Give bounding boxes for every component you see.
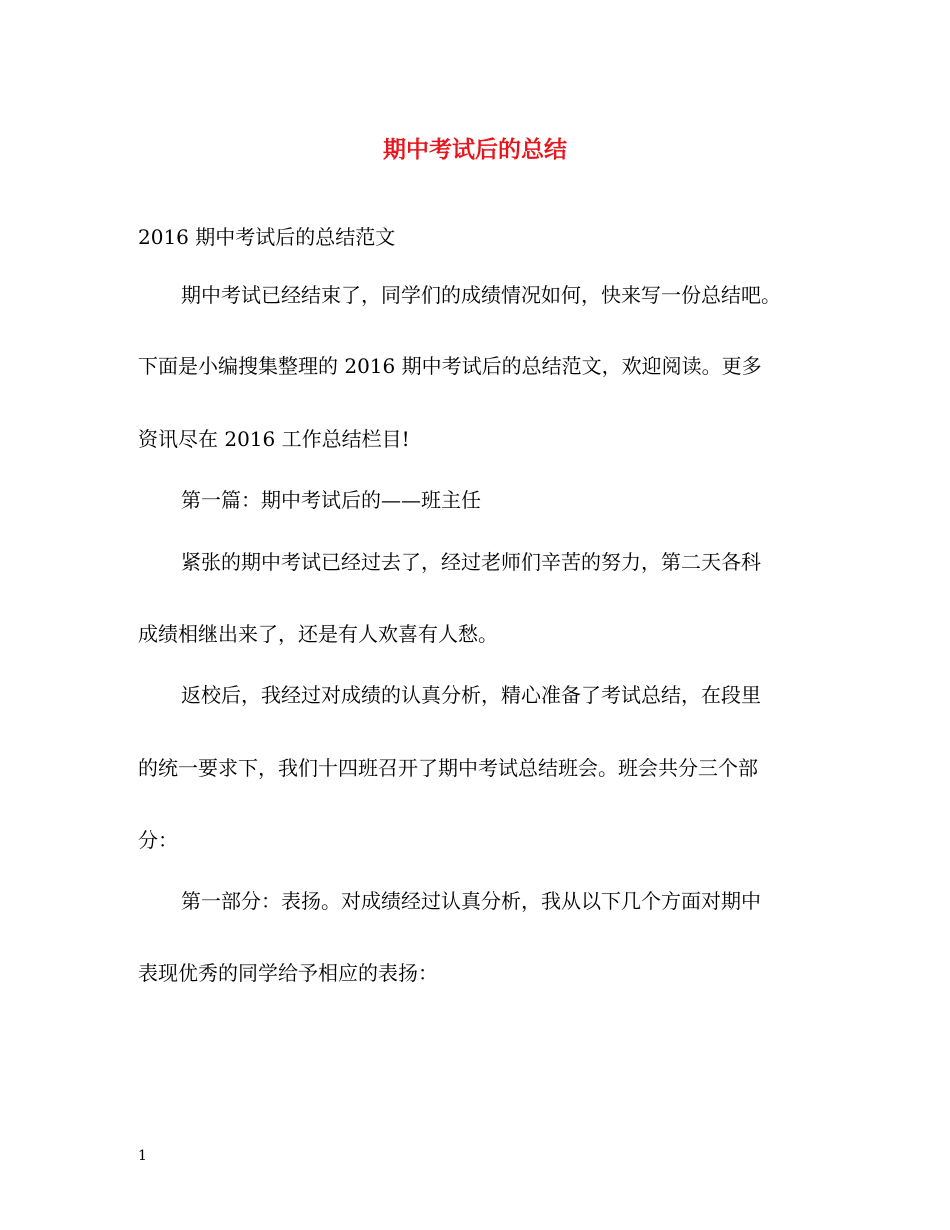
document-title: 期中考试后的总结 <box>383 137 567 163</box>
paragraph-line: 资讯尽在 2016 工作总结栏目! <box>138 427 410 451</box>
paragraph-line: 期中考试已经结束了，同学们的成绩情况如何，快来写一份总结吧。 <box>181 283 781 307</box>
document-subtitle: 2016 期中考试后的总结范文 <box>138 225 396 249</box>
paragraph-line: 分： <box>138 828 178 852</box>
page-number: 1 <box>138 1148 147 1164</box>
section-heading: 第一篇：期中考试后的——班主任 <box>181 488 481 512</box>
paragraph-line: 表现优秀的同学给予相应的表扬： <box>138 961 438 985</box>
paragraph-line: 第一部分：表扬。对成绩经过认真分析，我从以下几个方面对期中 <box>181 889 761 913</box>
paragraph-line: 下面是小编搜集整理的 2016 期中考试后的总结范文，欢迎阅读。更多 <box>138 354 762 378</box>
paragraph-line: 紧张的期中考试已经过去了，经过老师们辛苦的努力，第二天各科 <box>181 550 761 574</box>
paragraph-line: 返校后，我经过对成绩的认真分析，精心准备了考试总结，在段里 <box>181 683 761 707</box>
paragraph-line: 的统一要求下，我们十四班召开了期中考试总结班会。班会共分三个部 <box>138 756 758 780</box>
paragraph-line: 成绩相继出来了，还是有人欢喜有人愁。 <box>138 622 498 646</box>
